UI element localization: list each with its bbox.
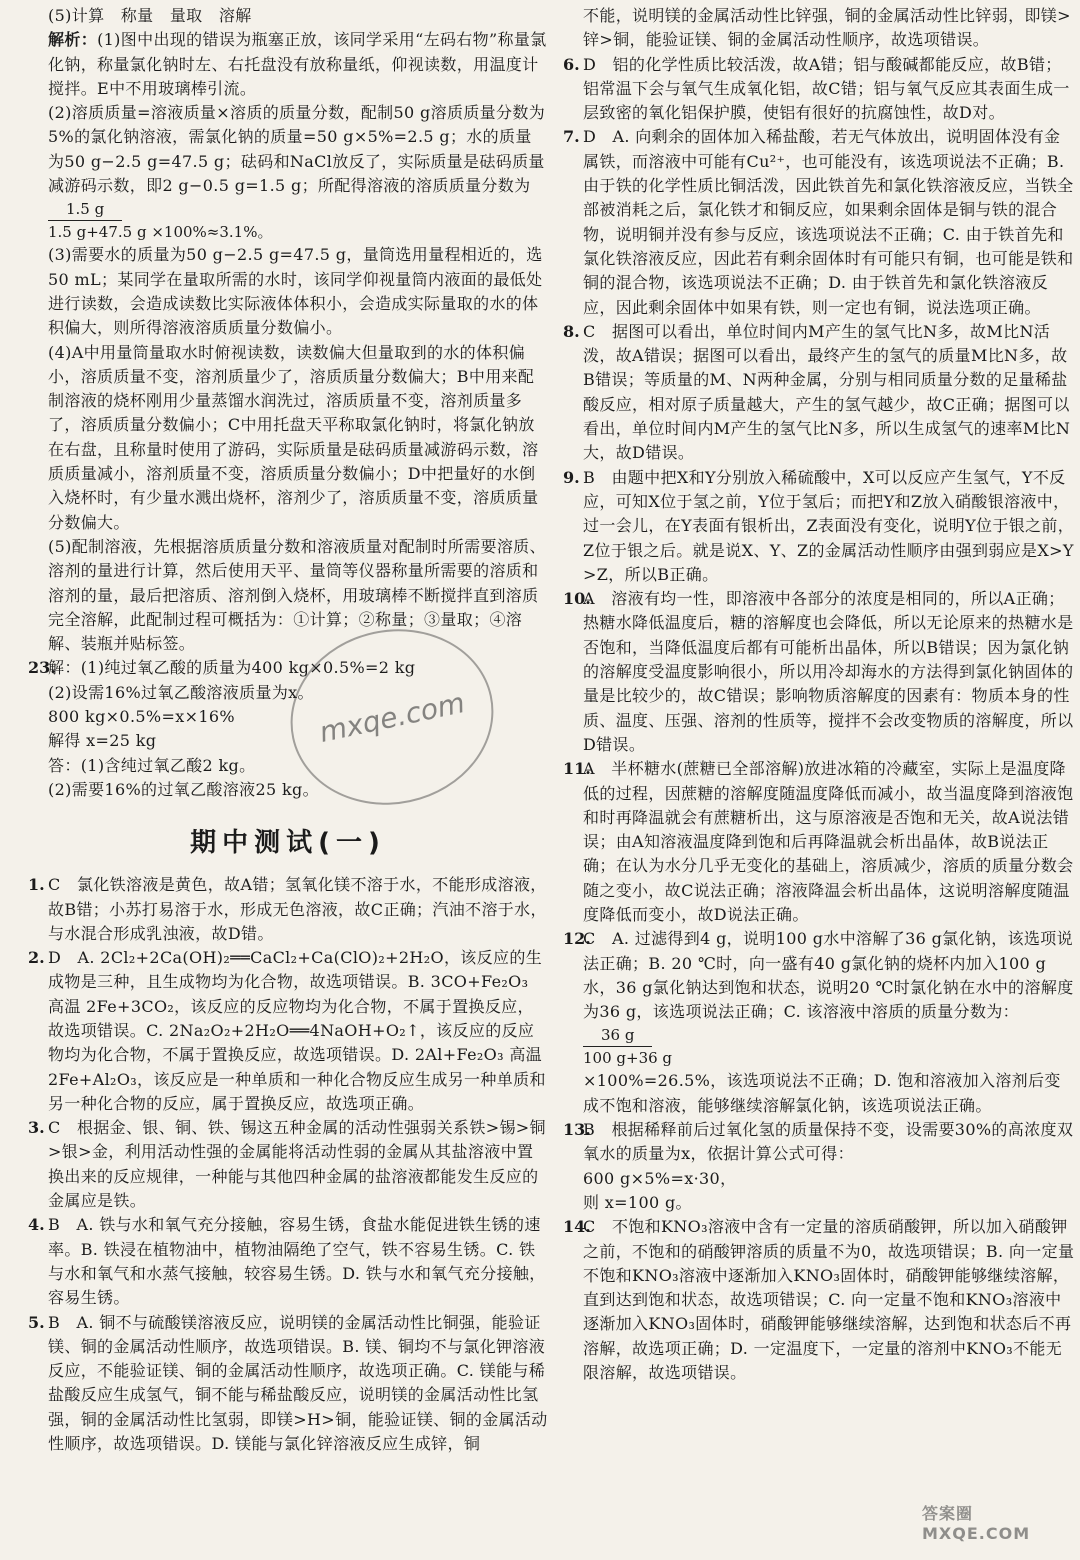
question-5-continued: 不能，说明镁的金属活动性比锌强，铜的金属活动性比锌弱，即镁>锌>铜，能验证镁、铜的金属活动性顺序，故选项错误。 xyxy=(583,6,1071,50)
analysis-3: (3)需要水的质量为50 g−2.5 g=47.5 g，量筒选用量程相近的，选50 mL；某同学在量取所需的水时，该同学仰视量筒内液面的最低处进行读数，会造成读数比实际液体体积小，会造成实际量取的水的体积偏大，则所得溶液溶质质量分数偏小。 xyxy=(48,245,543,338)
question-8: 8. C 据图可以看出，单位时间内M产生的氢气比N多，故M比N活泼，故A错误；据图可以看出，最终产生的氢气的质量M比N多，故B错误；等质量的M、N两种金属，分别与相同质量分数的足量稀盐酸反应，相对原子质量越大，产生的氢气越少，故C正确；据图可以看出，单位时间内M产生的氢气比N多，所以生成氢气的速率M比N大，故D错误。 xyxy=(563,321,1071,463)
section-heading: 期中测试(一) xyxy=(190,828,386,859)
fraction-3-1: 1.5 g 1.5 g+47.5 g ×100%≈3.1%。 xyxy=(48,200,273,242)
analysis-2: (2)溶质质量=溶液质量×溶质的质量分数，配制50 g溶质质量分数为5%的氯化钠溶液，需氯化钠的质量=50 g×5%=2.5 g；水的质量为50 g−2.5 g=47.5 g；砝码和NaCl放反了，实际质量是砝码质量减游码示数，即2 g−0.5 g=1.5 g；所配得溶液的溶质质量分数为 xyxy=(48,103,546,196)
question-11: 11. A 半杯糖水(蔗糖已全部溶解)放进冰箱的冷藏室，实际上是温度降低的过程，因蔗糖的溶解度随温度降低而减小，故当温度降到溶液饱和时再降温就会有蔗糖析出，这与原溶液是否饱和无关，故A说法错误；由A知溶液温度降到饱和后再降温就会析出晶体，故B说法正确；在认为水分几乎无变化的基础上，溶质减少，溶质的质量分数会随之变小，故C说法正确；溶液降温会析出晶体，这说明溶解度随温度降低而变小，故D说法正确。 xyxy=(563,759,1074,924)
question-13: 13. B 根据稀释前后过氧化氢的质量保持不变，设需要30%的高浓度双氧水的质量为x，依据计算公式可得： 600 g×5%=x·30， 则 x=100 g。 xyxy=(563,1120,1074,1212)
fraction-26-5: 36 g 100 g+36 g xyxy=(583,1026,673,1068)
site-logo: 答案圈 MXQE.COM xyxy=(922,1504,1031,1543)
step-5-line: (5)计算 称量 量取 溶解 xyxy=(48,6,252,25)
right-column xyxy=(563,4,1075,1385)
analysis-1: 解析：(1)图中出现的错误为瓶塞正放，该同学采用“左码右物”称量氯化钠，称量氯化钠时左、右托盘没有放称量纸，仰视读数，用温度计搅拌。E中不用玻璃棒引流。 xyxy=(48,30,547,98)
question-3: 3. C 根据金、银、铜、铁、锡这五种金属的活动性强弱关系铁>锡>铜>银>金，利用活动性强的金属能将活动性弱的金属从其盐溶液中置换出来的反应规律，一种能与其他四种金属的盐溶液都能发生反应的金属应是铁。 xyxy=(28,1118,546,1211)
question-12: 12. C A. 过滤得到4 g，说明100 g水中溶解了36 g氯化钠，该选项说法正确；B. 20 ℃时，向一盛有40 g氯化钠的烧杯内加入100 g水，36 g氯化钠达到饱和状态，说明20 ℃时氯化钠在水中的溶解度为36 g，该选项说法正确；C. 该溶液中溶质的质量分数为： 36 g 100 g+36 g ×100%=26.5%，该选项说法不正确；D. 饱和溶液加入溶剂后变成不饱和溶液，能够继续溶解氯化钠，该选项说法正确。 xyxy=(563,929,1074,1115)
question-6: 6. D 铝的化学性质比较活泼，故A错；铝与酸碱都能反应，故B错；铝常温下会与氧气生成氧化铝，故C错；铝与氧气反应其表面生成一层致密的氧化铝保护膜，使铝有很好的抗腐蚀性，故D对。 xyxy=(563,54,1070,123)
watermark-stamp: mxqe.com xyxy=(274,611,510,824)
analysis-5: (5)配制溶液，先根据溶质质量分数和溶液质量对配制时所需要溶质、溶剂的量进行计算，然后使用天平、量筒等仪器称量所需要的溶质和溶剂的量，最后把溶质、溶剂倒入烧杯，用玻璃棒不断搅拌直到溶质完全溶解，此配制过程可概括为：①计算；②称量；③量取；④溶解、装瓶并贴标签。 xyxy=(48,536,546,654)
question-1: 1. C 氯化铁溶液是黄色，故A错；氢氧化镁不溶于水，不能形成溶液，故B错；小苏打易溶于水，形成无色溶液，故C正确；汽油不溶于水，与水混合形成乳浊液，故D错。 xyxy=(28,875,547,943)
analysis-4: (4)A中用量筒量取水时俯视读数，读数偏大但量取到的水的体积偏小，溶质质量不变，溶剂质量少了，溶质质量分数偏大；B中用来配制溶液的烧杯刚用少量蒸馏水润洗过，溶质质量不变，溶剂质量多了，溶质质量分数偏小；C中用托盘天平称取氯化钠时，将氯化钠放在右盘，且称量时使用了游码，实际质量是砝码质量减游码示数，溶质质量减小，溶剂质量不变，溶质质量分数偏小；D中把量好的水倒入烧杯时，有少量水溅出烧杯，溶剂少了，溶质质量不变，溶质质量分数偏大。 xyxy=(48,342,539,532)
question-10: 10. A 溶液有均一性，即溶液中各部分的浓度是相同的，所以A正确；热糖水降低温度后，糖的溶解度也会降低，所以无论原来的热糖水是否饱和，当降低温度后都有可能析出晶体，所以B错误；因为氯化钠的溶解度受温度影响很小，所以用冷却海水的方法得到氯化钠固体的量是比较少的，故C错误；影响物质溶解度的因素有：物质本身的性质、温度、压强、溶剂的性质等，搅拌不会改变物质的溶解度，所以D错误。 xyxy=(563,589,1074,754)
question-14: 14. C 不饱和KNO₃溶液中含有一定量的溶质硝酸钾，所以加入硝酸钾之前，不饱和的硝酸钾溶质的质量不为0，故选项错误；B. 向一定量不饱和KNO₃溶液中逐渐加入KNO₃固体时，硝酸钾能够继续溶解，直到达到饱和状态，故选项错误；C. 向一定量不饱和KNO₃溶液中逐渐加入KNO₃固体时，硝酸钾能够继续溶解，达到饱和状态后不再溶解，故选项正确；D. 一定温度下，一定量的溶剂中KNO₃不能无限溶解，故选项错误。 xyxy=(563,1217,1075,1383)
analysis-label: 解析： xyxy=(48,30,98,50)
question-4: 4. B A. 铁与水和氧气充分接触，容易生锈，食盐水能促进铁生锈的速率。B. 铁浸在植物油中，植物油隔绝了空气，铁不容易生锈。C. 铁与水和氧气和水蒸气接触，较容易生锈。D. 铁与水和氧气充分接触，容易生锈。 xyxy=(28,1215,546,1308)
question-23: 23. 解：(1)纯过氧乙酸的质量为400 kg×0.5%=2 kg (2)设需16%过氧乙酸溶液质量为x。 800 kg×0.5%=x×16% 解得 x=25 kg 答：(1)含纯过氧乙酸2 kg。 (2)需要16%的过氧乙酸溶液25 kg。 xyxy=(28,658,416,799)
question-9: 9. B 由题中把X和Y分别放入稀硫酸中，X可以反应产生氢气，Y不反应，可知X位于氢之前，Y位于氢后；而把Y和Z放入硝酸银溶液中，过一会儿，在Y表面有银析出，Z表面没有变化，说明Y位于银之前，Z位于银之后。就是说X、Y、Z的金属活动性顺序由强到弱应是X>Y>Z，所以B正确。 xyxy=(563,467,1075,584)
question-2: 2. D A. 2Cl₂+2Ca(OH)₂══CaCl₂+Ca(ClO)₂+2H₂O，该反应的生成物是三种，且生成物均为化合物，故选项错误。B. 3CO+Fe₂O₃ 高温 2Fe+3CO₂，该反应的反应物均为化合物，不属于置换反应，故选项错误。C. 2Na₂O₂+2H₂O══4NaOH+O₂↑，该反应的反应物均为化合物，不属于置换反应，故选项错误。D. 2Al+Fe₂O₃ 高温 2Fe+Al₂O₃，该反应是一种单质和一种化合物反应生成另一种单质和另一种化合物的反应，属于置换反应，故选项正确。 xyxy=(28,948,546,1113)
question-7: 7. D A. 向剩余的固体加入稀盐酸，若无气体放出，说明固体没有金属铁，而溶液中可能有Cu²⁺，也可能没有，该选项说法不正确；B. 由于铁的化学性质比铜活泼，因此铁首先和氯化铁溶液反应，当铁全部被消耗之后，氯化铁才和铜反应，如果剩余固体是铜与铁的混合物，说明铜并没有参与反应，该选项说法不正确；C. 由于铁首先和氯化铁溶液反应，因此若有剩余固体时有可能只有铜，也可能是铁和铜的混合物，该选项说法不正确；D. 由于铁首先和氯化铁溶液反应，因此剩余固体中如果有铁，则一定也有铜，说法选项正确。 xyxy=(563,127,1074,317)
question-5: 5. B A. 铜不与硫酸镁溶液反应，说明镁的金属活动性比铜强，能验证镁、铜的金属活动性顺序，故选项错误。B. 镁、铜均不与氯化钾溶液反应，不能验证镁、铜的金属活动性顺序，故选项正确。C. 镁能与稀盐酸反应生成氢气，铜不能与稀盐酸反应，说明镁的金属活动性比氢强，铜的金属活动性比氢弱，即镁>H>铜，能验证镁、铜的金属活动性顺序，故选项错误。D. 镁能与氯化锌溶液反应生成锌，铜 xyxy=(28,1312,548,1454)
